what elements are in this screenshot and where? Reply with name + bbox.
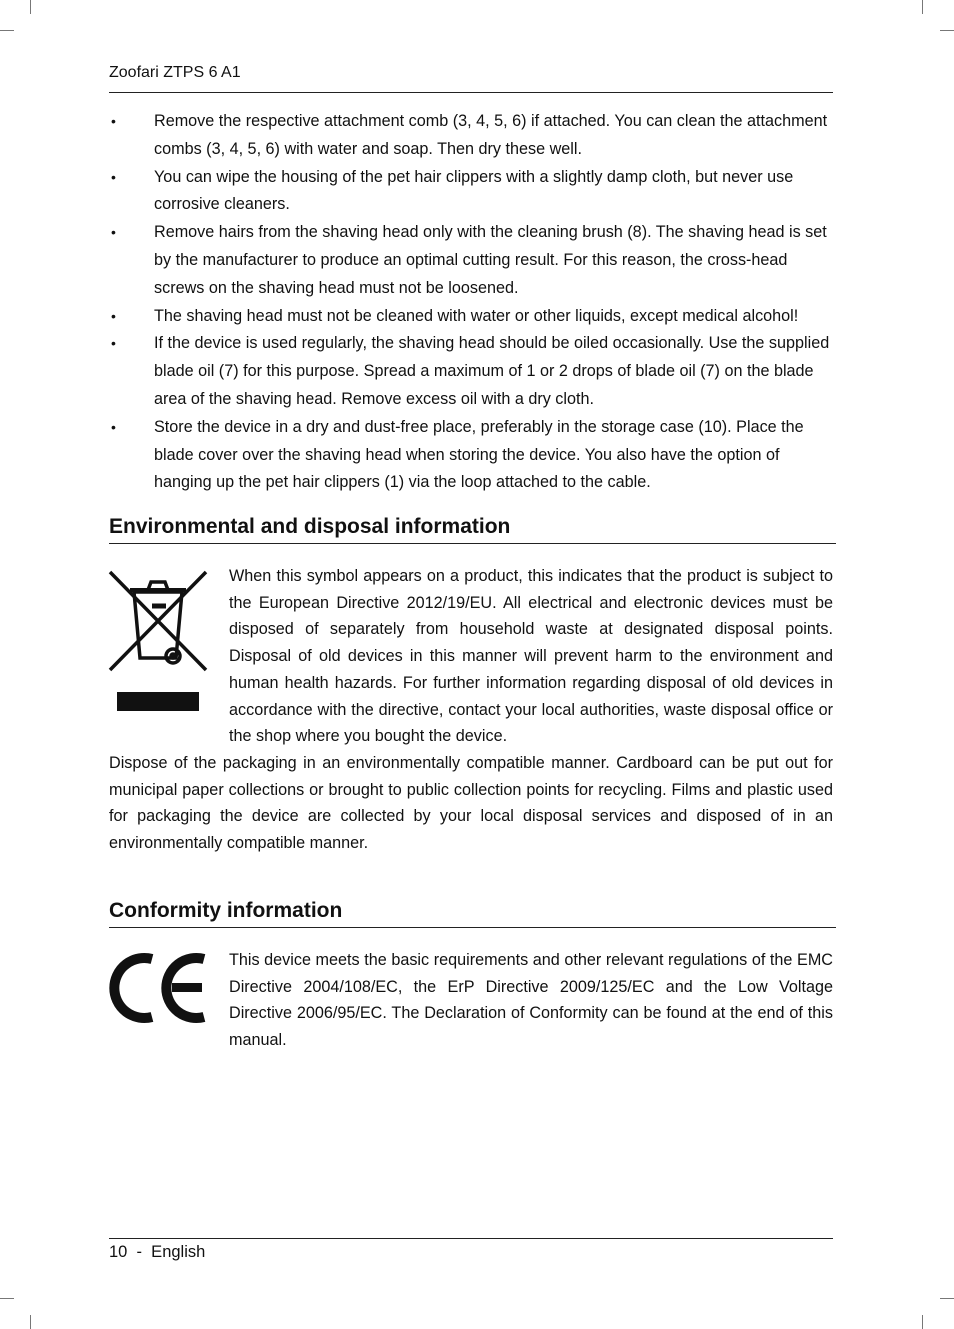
bullet-icon: • [111, 113, 116, 129]
conformity-paragraph: This device meets the basic requirements and other relevant regulations of the EMC Directive 2004/108/EC, the ErP Directive 2009/125/EC and the Low Voltage Directive 2006/95/EC. The Declaration of Conformity can be found at the end of this manual. [229, 951, 833, 1050]
crop-mark [922, 1315, 923, 1329]
crop-mark [0, 1298, 14, 1299]
ce-mark-icon [108, 951, 210, 1025]
bullet-icon: • [111, 307, 116, 324]
bullet-icon: • [111, 168, 116, 185]
packaging-paragraph: Dispose of the packaging in an environmentally compatible manner. Cardboard can be put out for municipal paper collections or brought to public collection points for recycling. Films and plastic used for packaging the device are collected by your local disposal services and disposed of in an environmentally compatible manner. [109, 754, 833, 853]
page-footer [109, 1238, 833, 1262]
crop-mark [940, 30, 954, 31]
list-item: • Remove hairs from the shaving head only with the cleaning brush (8). The shaving head is set by the manufacturer to produce an optimal cutting result. For this reason, the cross-head screws on the shaving head must not be loosened. [109, 219, 833, 302]
bullet-icon: • [111, 224, 116, 241]
crop-mark [30, 1315, 31, 1329]
bullet-icon: • [111, 335, 116, 352]
list-item: • You can wipe the housing of the pet hair clippers with a slightly damp cloth, but never use corrosive cleaners. [109, 164, 833, 220]
list-item: • The shaving head must not be cleaned with water or other liquids, except medical alcohol! [109, 303, 833, 331]
page-number: 10 - English [109, 1243, 206, 1261]
crop-mark [0, 30, 14, 31]
crop-mark [940, 1298, 954, 1299]
product-name: Zoofari ZTPS 6 A1 [109, 64, 241, 81]
environment-heading: Environmental and disposal information [109, 515, 836, 544]
weee-paragraph: When this symbol appears on a product, this indicates that the product is subject to the European Directive 2012/19/EU. All electrical and electronic devices must be disposed of separately from household waste at designated disposal points. Disposal of old devices in this manner will prevent harm to the environment and human health hazards. For further information regarding disposal of old devices in accordance with the directive, contact your local authorities, waste disposal office or the shop where you bought the device. [229, 567, 833, 746]
list-item: • If the device is used regularly, the shaving head should be oiled occasionally. Use the supplied blade oil (7) for this purpose. Spread a maximum of 1 or 2 drops of blade oil (7) on the blade area of the shaving head. Remove excess oil with a dry cloth. [109, 330, 833, 413]
list-item: • Store the device in a dry and dust-free place, preferably in the storage case (10). Place the blade cover over the shaving head when storing the device. You also have the option of hanging up the pet hair clippers (1) via the loop attached to the cable. [109, 414, 833, 497]
list-item: • Remove the respective attachment comb (3, 4, 5, 6) if attached. You can clean the attachment combs (3, 4, 5, 6) with water and soap. Then dry these well. [109, 108, 833, 164]
crossed-out-wheelie-bin-icon [108, 570, 208, 715]
page-header [109, 62, 833, 93]
cleaning-instructions-list [109, 108, 833, 497]
conformity-heading: Conformity information [109, 899, 836, 928]
bullet-icon: • [111, 418, 116, 435]
crop-mark [30, 0, 31, 14]
crop-mark [922, 0, 923, 14]
